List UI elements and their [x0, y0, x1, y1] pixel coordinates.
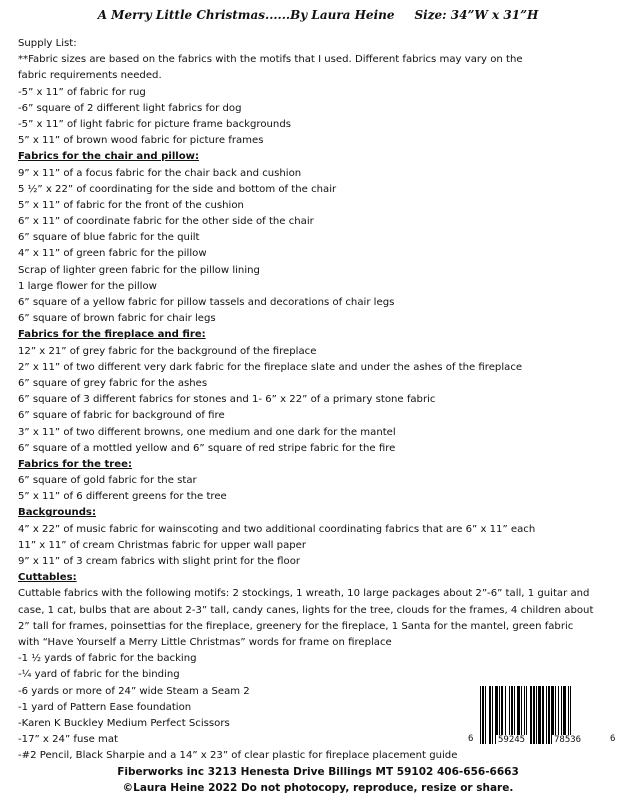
barcode	[466, 686, 626, 766]
supply-item: 6” square of fabric for background of fire	[18, 410, 225, 422]
barcode-bar	[492, 686, 493, 744]
supply-item: 4” x 22” of music fabric for wainscoting and two additional coordinating fabrics that are 6” x 11” each	[18, 523, 536, 535]
supply-item: Cuttable fabrics with the following motifs: 2 stockings, 1 wreath, 10 large packages about 2”-6” tall, 1 guitar and	[18, 588, 590, 600]
barcode-bar	[546, 686, 547, 744]
supply-item: 6” square of brown fabric for chair legs	[18, 313, 216, 325]
barcode-bar	[480, 686, 481, 744]
barcode-group-2: 78536	[554, 735, 582, 745]
supply-item: -5” x 11” of fabric for rug	[18, 86, 146, 98]
supply-item: 5” x 11” of 6 different greens for the tree	[18, 491, 227, 503]
supply-item: 9” x 11” of 3 cream fabrics with slight print for the floor	[18, 556, 301, 567]
supply-item: Scrap of lighter green fabric for the pillow lining	[18, 264, 260, 276]
supply-item: -Karen K Buckley Medium Perfect Scissors	[18, 717, 230, 729]
supply-item: fabric requirements needed.	[18, 70, 162, 82]
barcode-bar	[548, 686, 550, 744]
supply-item: -5” x 11” of light fabric for picture frame backgrounds	[18, 118, 291, 130]
supply-item: -17” x 24” fuse mat	[18, 734, 118, 746]
supply-item: 6” square of a yellow fabric for pillow tassels and decorations of chair legs	[18, 297, 395, 308]
supply-item: 12” x 21” of grey fabric for the background of the fireplace	[18, 345, 317, 357]
barcode-bar	[489, 686, 491, 744]
supply-item: -1 yard of Pattern Ease foundation	[18, 701, 192, 713]
supply-item: 2” tall for frames, poinsettias for the fireplace, greenery for the fireplace, 1 Santa for the mantel, green fabric	[18, 620, 574, 632]
barcode-left-digit: 6	[468, 734, 474, 744]
supply-item: 9” x 11” of a focus fabric for the chair back and cushion	[18, 167, 302, 179]
supply-item: 6” square of a mottled yellow and 6” square of red stripe fabric for the fire	[18, 442, 396, 454]
supply-item: 1 large flower for the pillow	[18, 280, 157, 292]
supply-item: with “Have Yourself a Merry Little Christmas” words for frame on fireplace	[18, 636, 392, 648]
footer-address: Fiberworks inc 3213 Henesta Drive Billings MT 59102 406-656-6663	[117, 766, 519, 778]
supply-item: 6” square of gold fabric for the star	[18, 475, 197, 487]
supply-item: 2” x 11” of two different very dark fabric for the fireplace slate and under the ashes of the fireplace	[18, 361, 523, 373]
supply-item: Supply List:	[18, 38, 77, 49]
supply-item: -6 yards or more of 24” wide Steam a Seam 2	[18, 685, 250, 697]
supply-item: 4” x 11” of green fabric for the pillow	[18, 248, 207, 260]
supply-item: 6” x 11” of coordinate fabric for the other side of the chair	[18, 216, 314, 228]
supply-item: **Fabric sizes are based on the fabrics with the motifs that I used. Different fabrics may vary on the	[18, 54, 523, 66]
barcode-bar	[482, 686, 484, 744]
supply-item: -1 ½ yards of fabric for the backing	[18, 653, 197, 665]
section-heading: Cuttables:	[18, 572, 77, 584]
barcode-bar	[536, 686, 537, 744]
supply-list	[18, 36, 608, 764]
barcode-bar	[530, 686, 532, 744]
supply-item: -#2 Pencil, Black Sharpie and a 14” x 23” of clear plastic for fireplace placement guide	[18, 750, 458, 762]
supply-item: 6” square of grey fabric for the ashes	[18, 377, 208, 389]
pattern-title	[0, 8, 636, 22]
supply-item: 6” square of 3 different fabrics for stones and 1- 6” x 22” of a primary stone fabric	[18, 394, 436, 406]
supply-item: 3” x 11” of two different browns, one medium and one dark for the mantel	[18, 426, 396, 438]
supply-item: 5” x 11” of brown wood fabric for picture frames	[18, 135, 264, 147]
supply-item: 5 ½” x 22” of coordinating for the side and bottom of the chair	[18, 183, 337, 195]
size-text: Size: 34”W x 31”H	[414, 8, 539, 22]
section-heading: Fabrics for the tree:	[18, 458, 133, 470]
supply-item: 5” x 11” of fabric for the front of the cushion	[18, 199, 244, 211]
barcode-bar	[538, 686, 541, 744]
supply-item: 11” x 11” of cream Christmas fabric for upper wall paper	[18, 539, 307, 551]
supply-item: -¼ yard of fabric for the binding	[18, 669, 180, 681]
title-text: A Merry Little Christmas......By Laura Heine	[97, 8, 395, 22]
barcode-bar	[533, 686, 535, 744]
supply-item: case, 1 cat, bulbs that are about 2-3” tall, candy canes, lights for the tree, clouds for the frames, 4 children about	[18, 604, 594, 616]
barcode-bar	[542, 686, 544, 744]
footer-copyright: ©Laura Heine 2022 Do not photocopy, reproduce, resize or share.	[122, 782, 514, 794]
section-heading: Fabrics for the fireplace and fire:	[18, 329, 206, 341]
section-heading: Backgrounds:	[18, 507, 96, 519]
section-heading: Fabrics for the chair and pillow:	[18, 151, 200, 163]
barcode-group-1: 59245	[498, 735, 526, 745]
barcode-bar	[485, 686, 486, 744]
supply-item: -6” square of 2 different light fabrics for dog	[18, 102, 242, 114]
supply-item: 6” square of blue fabric for the quilt	[18, 232, 200, 244]
barcode-right-digit: 6	[610, 734, 616, 744]
